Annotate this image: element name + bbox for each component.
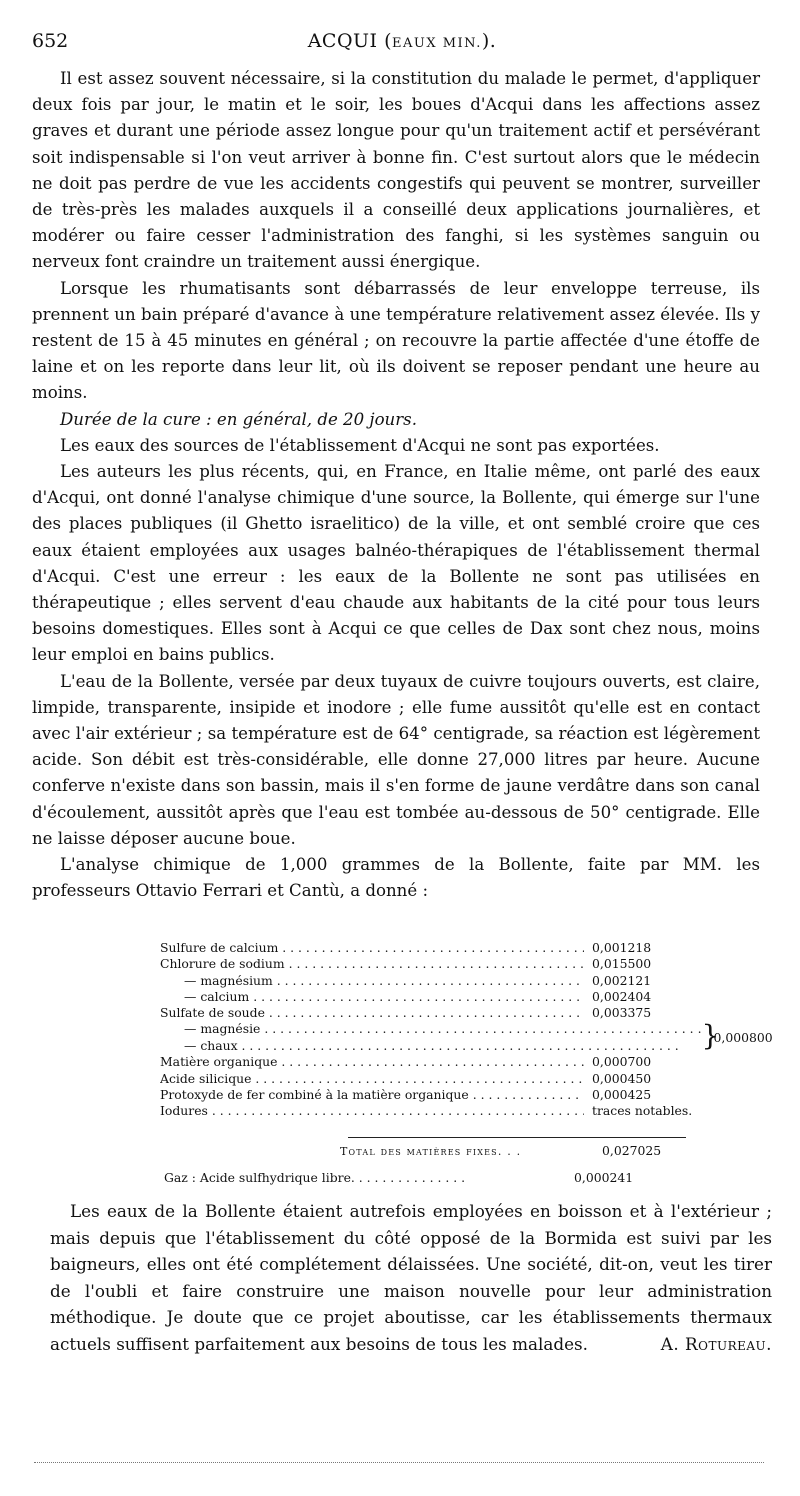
table-row xyxy=(160,1054,680,1070)
closing-text xyxy=(50,1198,772,1357)
row-label: Chlorure de sodium . . . xyxy=(160,956,584,972)
row-value: 0,000450 xyxy=(592,1070,652,1086)
table-row xyxy=(160,940,680,956)
row-value: 0,002121 xyxy=(592,972,652,988)
gas-row xyxy=(164,1170,680,1185)
paragraph: Les auteurs les plus récents, qui, en France, en Italie même, ont parlé des eaux d'Acqui, ont donné l'analyse chimique d'une source, la Bollente, qui émerge sur l'une des places publiques (il Ghetto israelitico) de la ville, et ont semblé croire que ces eaux étaient employées aux usages balnéo-thérapiques de l'établissement thermal d'Acqui. C'est une erreur : les eaux de la Bollente ne sont pas utilisées en thérapeutique ; elles servent d'eau chaude aux habitants de la cité pour tous leurs besoins domestiques. Elles sont à Acqui ce que celles de Dax sont chez nous, moins leur emploi en bains publics. xyxy=(32,462,760,665)
footer-rule xyxy=(34,1462,764,1463)
row-value: 0,002404 xyxy=(592,988,652,1004)
row-value: 0,003375 xyxy=(592,1005,652,1021)
row-label: — calcium . . . xyxy=(160,989,584,1005)
row-value: traces notables. xyxy=(592,1103,693,1119)
author-signature: A. Rotureau. xyxy=(660,1333,772,1354)
braced-row xyxy=(160,1021,702,1037)
row-value: 0,000425 xyxy=(592,1087,652,1103)
table-row xyxy=(160,1087,680,1103)
table-row xyxy=(160,956,680,972)
braced-row xyxy=(160,1038,702,1054)
title-end: ). xyxy=(481,30,497,52)
table-row xyxy=(160,1103,693,1119)
paragraph: Il est assez souvent nécessaire, si la constitution du malade le permet, d'appliquer deux fois par jour, le matin et le soir, les boues d'Acqui dans les affections assez graves et durant une période assez longue pour qu'un traitement actif et persévérant soit indispensable si l'on veut arriver à bonne fin. C'est surtout alors que le médecin ne doit pas perdre de vue les accidents congestifs qui peuvent se montrer, surveiller de très-près les malades auxquels il a conseillé deux applications journalières, et modérer ou faire cesser l'administration des fanghi, si les systèmes sanguin ou nerveux font craindre un traitement aussi énergique. xyxy=(32,69,760,272)
brace-symbol: } xyxy=(701,1019,720,1053)
page-number: 652 xyxy=(32,30,69,52)
row-value: 0,015500 xyxy=(592,956,652,972)
gas-value: 0,000241 xyxy=(574,1170,634,1185)
row-label: Sulfate de soude . . . xyxy=(160,1005,584,1021)
paragraph: L'analyse chimique de 1,000 grammes de la Bollente, faite par MM. les professeurs Ottavio Ferrari et Cantù, a donné : xyxy=(32,855,760,901)
row-label: — magnésie . . . xyxy=(160,1021,702,1037)
row-label: Sulfure de calcium . . . xyxy=(160,940,584,956)
row-value: 0,000700 xyxy=(592,1054,652,1070)
row-label: Acide silicique . . . xyxy=(160,1071,584,1087)
row-label: — chaux . . . xyxy=(160,1038,702,1054)
paragraph: Durée de la cure : en général, de 20 jours. xyxy=(60,409,417,429)
table-row xyxy=(160,1071,680,1087)
total-value: 0,027025 xyxy=(602,1143,662,1158)
running-header xyxy=(32,30,772,58)
closing-paragraph xyxy=(50,1198,772,1357)
running-title xyxy=(32,30,772,52)
table-row-braced xyxy=(160,1019,773,1054)
row-label: Matière organique . . . xyxy=(160,1054,584,1070)
row-value: 0,000800 xyxy=(713,1030,773,1046)
table-row xyxy=(160,1005,680,1021)
row-label: — magnésium . . . xyxy=(160,973,584,989)
gas-label: Gaz : Acide sulfhydrique libre. . . . . . . . . . . . . . . xyxy=(164,1170,466,1185)
row-label: Protoxyde de fer combiné à la matière organique . . . xyxy=(160,1087,584,1103)
row-label: Iodures . . . xyxy=(160,1103,584,1119)
table-row xyxy=(160,973,680,989)
paragraph: L'eau de la Bollente, versée par deux tuyaux de cuivre toujours ouverts, est claire, limpide, transparente, insipide et inodore ; elle fume aussitôt qu'elle est en contact avec l'air extérieur ; sa température est de 64° centigrade, sa réaction est légèrement acide. Son débit est très-considérable, elle donne 27,000 litres par heure. Aucune conferve n'existe dans son bassin, mais il s'en forme de jaune verdâtre dans son canal d'écoulement, aussitôt après que l'eau est tombée au-dessous de 50° centigrade. Elle ne laisse déposer aucune boue. xyxy=(32,671,760,848)
title-smallcaps: EAUX MIN. xyxy=(392,36,482,51)
total-label: Total des matières fixes. . . xyxy=(340,1145,522,1158)
total-row xyxy=(340,1143,680,1158)
row-value: 0,001218 xyxy=(592,940,652,955)
closing-body: Les eaux de la Bollente étaient autrefois employées en boisson et à l'extérieur ; mais depuis que l'établissement du côté opposé de la Bormida est suivi par les baigneurs, elles ont été complétement délaissées. Une société, dit-on, veut les tirer de l'oubli et faire construire une maison nouvelle pour leur administration méthodique. Je doute que ce projet aboutisse, car les établissements thermaux actuels suffisent parfaitement aux besoins de tous les malades. xyxy=(50,1201,772,1354)
paragraph: Lorsque les rhumatisants sont débarrassés de leur enveloppe terreuse, ils prennent un bain préparé d'avance à une température relativement assez élevée. Ils y restent de 15 à 45 minutes en général ; on recouvre la partie affectée d'une étoffe de laine et on les reporte dans leur lit, où ils doivent se reposer pendant une heure au moins. xyxy=(32,278,760,403)
paragraph: Les eaux des sources de l'établissement d'Acqui ne sont pas exportées. xyxy=(60,435,660,455)
analysis-table xyxy=(160,940,773,1120)
braced-pair xyxy=(160,1021,702,1054)
title-main: ACQUI ( xyxy=(307,30,392,52)
main-text xyxy=(32,66,760,905)
total-rule xyxy=(348,1137,686,1138)
table-row xyxy=(160,989,680,1005)
